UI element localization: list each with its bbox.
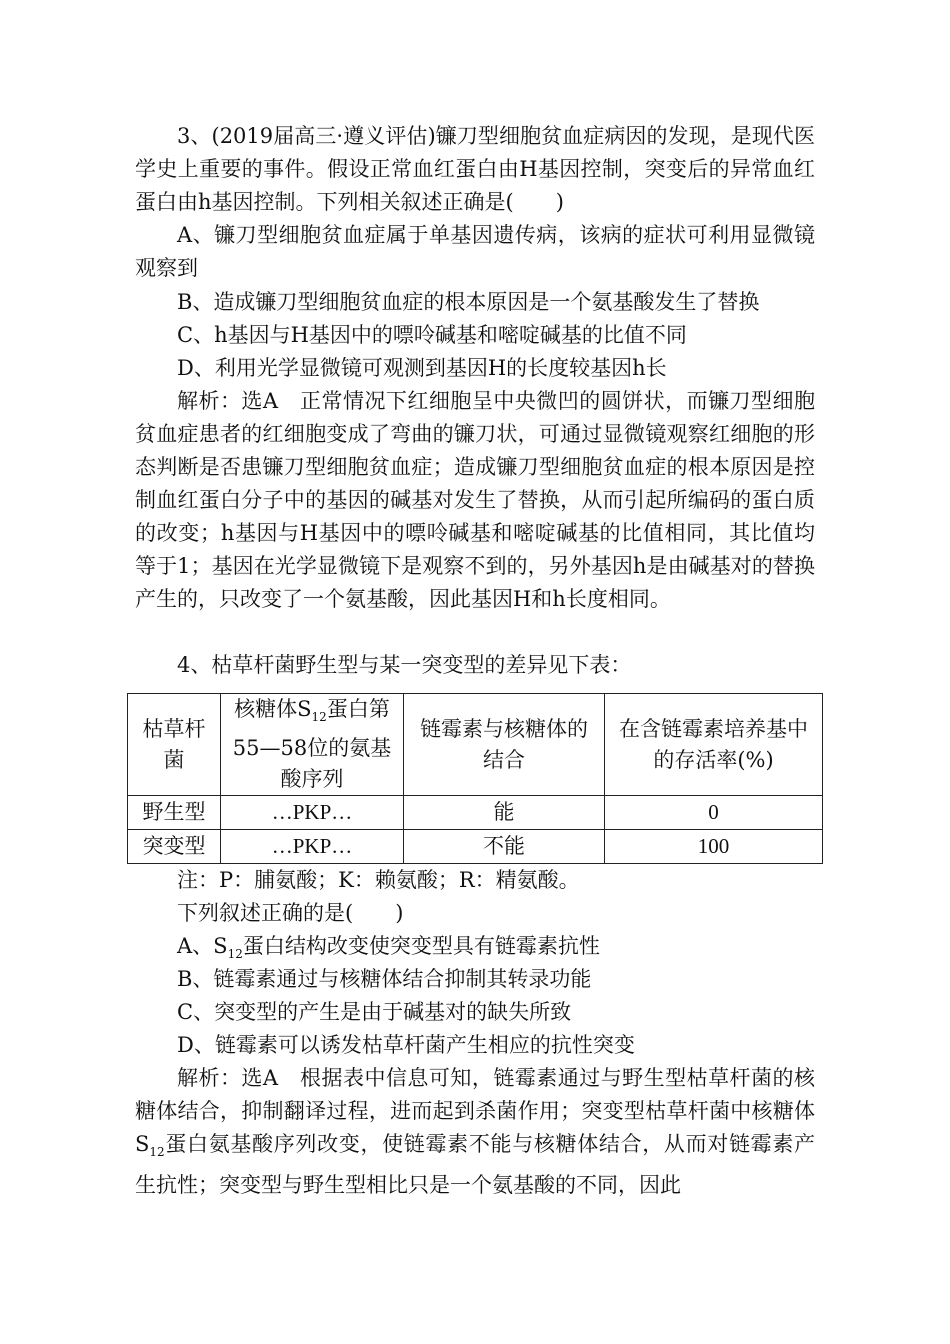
cell-survival: 100 [605, 830, 823, 864]
q3-option-a: A、镰刀型细胞贫血症属于单基因遗传病，该病的症状可利用显微镜观察到 [135, 223, 815, 280]
cell-survival: 0 [605, 796, 823, 830]
q4-question: 下列叙述正确的是( ) [177, 901, 404, 925]
cell-binding: 不能 [404, 830, 605, 864]
table-row [128, 796, 823, 830]
q4-option-d: D、链霉素可以诱发枯草杆菌产生相应的抗性突变 [177, 1033, 635, 1057]
header-sequence: 核糖体$S_{12}$蛋白第55—58位的氨基酸序列 [221, 694, 404, 796]
cell-binding: 能 [404, 796, 605, 830]
q4-option-a: A、$S_{12}$蛋白结构改变使突变型具有链霉素抗性 [177, 934, 600, 962]
q3-option-b: B、造成镰刀型细胞贫血症的根本原因是一个氨基酸发生了替换 [177, 290, 760, 314]
table-row [128, 830, 823, 864]
cell-strain: 野生型 [128, 796, 221, 830]
q4-analysis: 解析：选A 根据表中信息可知，链霉素通过与野生型枯草杆菌的核糖体结合，抑制翻译过程，进而起到杀菌作用；突变型枯草杆菌中核糖体$S_{12}$蛋白氨基酸序列改变，使链霉素不能与核糖体结合，从而对链霉素产生抗性；突变型与野生型相比只是一个氨基酸的不同，因此 [135, 1066, 815, 1198]
cell-strain: 突变型 [128, 830, 221, 864]
q4-option-c: C、突变型的产生是由于碱基对的缺失所致 [177, 1000, 572, 1024]
q4-stem: 4、枯草杆菌野生型与某一突变型的差异见下表： [177, 653, 632, 677]
table-header-row [128, 694, 823, 796]
cell-sequence: …PKP… [221, 796, 404, 830]
q3-analysis: 解析：选A 正常情况下红细胞呈中央微凹的圆饼状，而镰刀型细胞贫血症患者的红细胞变成了弯曲的镰刀状，可通过显微镜观察红细胞的形态判断是否患镰刀型细胞贫血症；造成镰刀型细胞贫血症的根本原因是控制血红蛋白分子中的基因的碱基对发生了替换，从而引起所编码的蛋白质的改变；h基因与H基因中的嘌呤碱基和嘧啶碱基的比值相同，其比值均等于1；基因在光学显微镜下是观察不到的，另外基因h是由碱基对的替换产生的，只改变了一个氨基酸，因此基因H和h长度相同。 [135, 389, 815, 611]
header-binding: 链霉素与核糖体的结合 [404, 694, 605, 796]
q4-option-b: B、链霉素通过与核糖体结合抑制其转录功能 [177, 967, 592, 991]
cell-sequence: …PKP… [221, 830, 404, 864]
header-survival: 在含链霉素培养基中的存活率(%) [605, 694, 823, 796]
q3-option-d: D、利用光学显微镜可观测到基因H的长度较基因h长 [177, 356, 667, 380]
header-strain: 枯草杆菌 [128, 694, 221, 796]
q4-note: 注：P：脯氨酸；K：赖氨酸；R：精氨酸。 [177, 868, 580, 892]
q3-stem: 3、(2019届高三·遵义评估)镰刀型细胞贫血症病因的发现，是现代医学史上重要的事件。假设正常血红蛋白由H基因控制，突变后的异常血红蛋白由h基因控制。下列相关叙述正确是( ) [135, 124, 815, 214]
q4-table [127, 693, 823, 864]
q3-option-c: C、h基因与H基因中的嘌呤碱基和嘧啶碱基的比值不同 [177, 323, 687, 347]
